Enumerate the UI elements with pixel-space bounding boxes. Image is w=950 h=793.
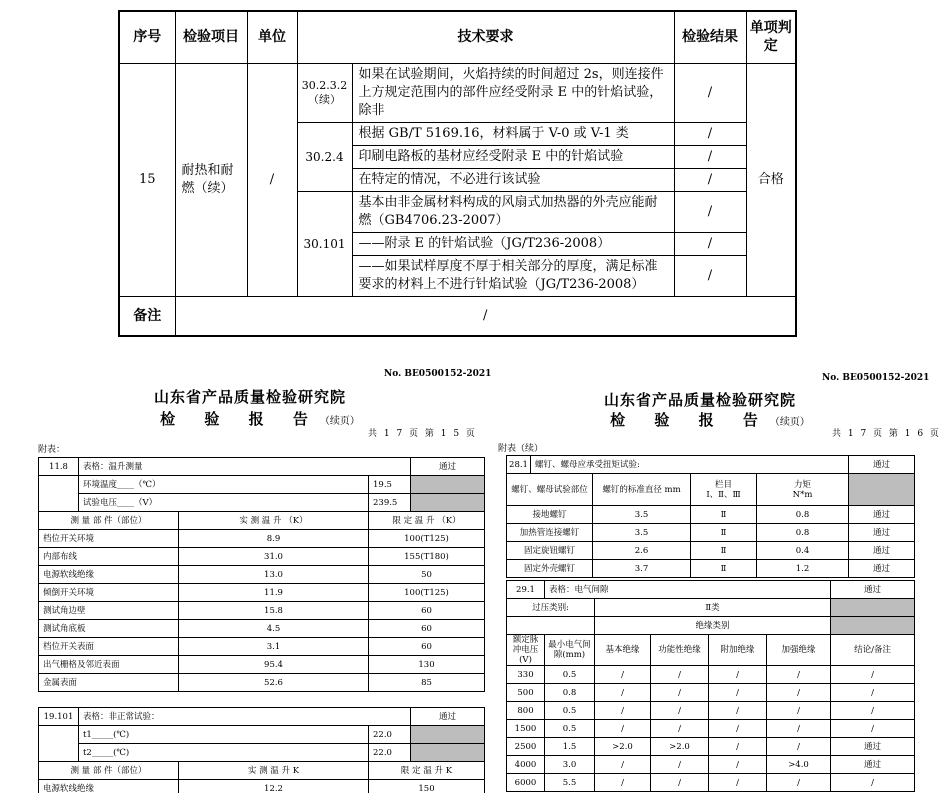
actual-cell: 13.0 (179, 566, 369, 584)
actual-cell: 4.5 (179, 620, 369, 638)
col-column: 栏目 Ⅰ、Ⅱ、Ⅲ (691, 474, 757, 506)
supp-cell: / (709, 720, 767, 738)
table-row (507, 720, 915, 738)
clause-cell: 30.101 (297, 191, 352, 296)
result-cell: / (674, 232, 746, 255)
column-cell: Ⅱ (691, 506, 757, 524)
part-cell: 倾倒开关环境 (39, 584, 179, 602)
part-cell: 固定外壳螺钉 (507, 560, 593, 578)
actual-cell: 11.9 (179, 584, 369, 602)
basic-cell: / (595, 684, 651, 702)
table-row (507, 702, 915, 720)
limit-cell: 100(T125) (369, 530, 485, 548)
result-cell: / (674, 122, 746, 145)
actual-cell: 95.4 (179, 656, 369, 674)
supp-cell: / (709, 666, 767, 684)
remark-row (119, 296, 796, 336)
requirement-cell: 基本由非金属材料构成的风扇式加热器的外壳应能耐燃（GB4706.23-2007） (352, 191, 674, 232)
appendix-label: 附表： (38, 445, 66, 455)
requirement-cell: 根据 GB/T 5169.16，材料属于 V-0 或 V-1 类 (352, 122, 674, 145)
abnormal-test-table (38, 707, 485, 793)
ambient-value: 19.5 (369, 476, 411, 494)
min-cell: 0.5 (545, 720, 595, 738)
actual-cell: 3.1 (179, 638, 369, 656)
clause-number: 19.101 (39, 708, 79, 726)
reinf-cell: / (767, 666, 831, 684)
part-cell: 固定旋钮螺钉 (507, 542, 593, 560)
institute-name: 山东省产品质量检验研究院 (153, 388, 346, 406)
screw-torque-table (506, 455, 915, 578)
header-unit: 单位 (247, 11, 297, 63)
header-item: 检验项目 (175, 11, 247, 63)
result-cell: / (674, 191, 746, 232)
insulation-label: 绝缘类别 (595, 617, 831, 635)
table-row (39, 602, 485, 620)
table-row (39, 530, 485, 548)
table-row (507, 738, 915, 756)
table-name: 表格：电气间隙 (545, 581, 831, 599)
limit-cell: 130 (369, 656, 485, 674)
reinf-cell: / (767, 684, 831, 702)
clause-cell: 30.2.3.2（续） (297, 63, 352, 122)
basic-cell: / (595, 756, 651, 774)
part-cell: 加热管连接螺钉 (507, 524, 593, 542)
overvoltage-label: 过压类别: (507, 599, 595, 617)
result-cell: 通过 (849, 524, 915, 542)
torque-cell: 1.2 (757, 560, 849, 578)
min-cell: 0.8 (545, 684, 595, 702)
table-row (507, 666, 915, 684)
supp-cell: / (709, 684, 767, 702)
column-cell: Ⅱ (691, 542, 757, 560)
col-part: 测 量 部 件（部位） (39, 512, 179, 530)
basic-cell: >2.0 (595, 738, 651, 756)
func-cell: / (651, 684, 709, 702)
col-reinforced: 加强绝缘 (767, 635, 831, 666)
v-cell: 500 (507, 684, 545, 702)
v-cell: 1500 (507, 720, 545, 738)
table-name: 表格：非正常试验： (79, 708, 411, 726)
limit-cell: 150 (369, 780, 485, 793)
diameter-cell: 3.5 (593, 524, 691, 542)
table-row (507, 774, 915, 792)
reinf-cell: / (767, 774, 831, 792)
diameter-cell: 3.7 (593, 560, 691, 578)
reinf-cell: / (767, 738, 831, 756)
col-part: 测 量 部 件（部位） (39, 762, 179, 780)
table-row (507, 506, 915, 524)
result-cell: / (674, 255, 746, 296)
pass-label: 通过 (411, 708, 485, 726)
func-cell: / (651, 702, 709, 720)
requirement-cell: ——如果试样厚度不厚于相关部分的厚度，满足标准要求的材料上不进行针焰试验（JG/T236-2008） (352, 255, 674, 296)
actual-cell: 52.6 (179, 674, 369, 692)
concl-cell: / (831, 774, 915, 792)
part-cell: 接地螺钉 (507, 506, 593, 524)
v-cell: 4000 (507, 756, 545, 774)
table-row (507, 684, 915, 702)
part-cell: 档位开关环境 (39, 530, 179, 548)
table-row (119, 63, 796, 122)
report-number: No. BE0500152-2021 (822, 373, 930, 383)
report-title: 检 验 报 告（续页） (160, 410, 360, 428)
page-count: 共 1 7 页 第 1 5 页 (368, 429, 477, 439)
table-row (39, 548, 485, 566)
col-limit: 限 定 温 升 （K） (369, 512, 485, 530)
table-row (507, 542, 915, 560)
concl-cell: / (831, 702, 915, 720)
pass-label: 通过 (849, 456, 915, 474)
table-row (39, 638, 485, 656)
col-min-clearance: 最小电气间隙(mm) (545, 635, 595, 666)
requirement-cell: 印刷电路板的基材应经受附录 E 中的针焰试验 (352, 145, 674, 168)
result-cell: 通过 (849, 506, 915, 524)
torque-cell: 0.8 (757, 524, 849, 542)
report-title: 检 验 报 告（续页） (610, 411, 810, 429)
supp-cell: / (709, 702, 767, 720)
header-requirement: 技术要求 (297, 11, 674, 63)
col-diameter: 螺钉的标准直径 mm (593, 474, 691, 506)
overvoltage-value: Ⅱ类 (595, 599, 831, 617)
clause-number: 11.8 (39, 458, 79, 476)
v-cell: 6000 (507, 774, 545, 792)
actual-cell: 12.2 (179, 780, 369, 793)
min-cell: 1.5 (545, 738, 595, 756)
institute-name: 山东省产品质量检验研究院 (603, 391, 796, 409)
result-cell: / (674, 168, 746, 191)
part-cell: 档位开关表面 (39, 638, 179, 656)
actual-cell: 15.8 (179, 602, 369, 620)
func-cell: / (651, 756, 709, 774)
part-cell: 电源软线绝缘 (39, 566, 179, 584)
col-conclusion: 结论/备注 (831, 635, 915, 666)
min-cell: 0.5 (545, 666, 595, 684)
concl-cell: 通过 (831, 756, 915, 774)
serial-cell: 15 (119, 63, 175, 296)
table-row (39, 584, 485, 602)
limit-cell: 100(T125) (369, 584, 485, 602)
temperature-rise-table (38, 457, 485, 692)
clause-15-table (118, 10, 797, 337)
supp-cell: / (709, 738, 767, 756)
unit-cell: / (247, 63, 297, 296)
item-cell: 耐热和耐燃（续） (175, 63, 247, 296)
result-cell: / (674, 145, 746, 168)
basic-cell: / (595, 666, 651, 684)
part-cell: 内部布线 (39, 548, 179, 566)
col-actual: 实 测 温 升 （K） (179, 512, 369, 530)
pass-label: 通过 (831, 581, 915, 599)
table-row (39, 656, 485, 674)
col-voltage: 额定脉冲电压(V) (507, 635, 545, 666)
clause-number: 28.1 (507, 456, 531, 474)
table-header-row (119, 11, 796, 63)
col-basic: 基本绝缘 (595, 635, 651, 666)
min-cell: 3.0 (545, 756, 595, 774)
concl-cell: 通过 (831, 738, 915, 756)
basic-cell: / (595, 774, 651, 792)
page-count: 共 1 7 页 第 1 6 页 (832, 429, 941, 439)
limit-cell: 60 (369, 638, 485, 656)
t2-value: 22.0 (369, 744, 411, 762)
basic-cell: / (595, 702, 651, 720)
reinf-cell: / (767, 720, 831, 738)
reinf-cell: / (767, 702, 831, 720)
actual-cell: 8.9 (179, 530, 369, 548)
requirement-cell: 在特定的情况，不必进行该试验 (352, 168, 674, 191)
limit-cell: 60 (369, 602, 485, 620)
requirement-cell: ——附录 E 的针焰试验（JG/T236-2008） (352, 232, 674, 255)
v-cell: 330 (507, 666, 545, 684)
table-row (507, 524, 915, 542)
col-torque: 力矩 N*m (757, 474, 849, 506)
table-row (507, 756, 915, 774)
part-cell: 出气栅格及邻近表面 (39, 656, 179, 674)
t2-label: t2_____(℃) (79, 744, 369, 762)
result-cell: / (674, 63, 746, 122)
col-functional: 功能性绝缘 (651, 635, 709, 666)
pass-label: 通过 (411, 458, 485, 476)
result-cell: 通过 (849, 542, 915, 560)
diameter-cell: 2.6 (593, 542, 691, 560)
result-cell: 通过 (849, 560, 915, 578)
supp-cell: / (709, 774, 767, 792)
supp-cell: / (709, 756, 767, 774)
header-serial: 序号 (119, 11, 175, 63)
table-name: 螺钉、螺母应承受扭矩试验: (531, 456, 849, 474)
torque-cell: 0.8 (757, 506, 849, 524)
t1-value: 22.0 (369, 726, 411, 744)
part-cell: 测试角底板 (39, 620, 179, 638)
clause-number: 29.1 (507, 581, 545, 599)
table-row (39, 620, 485, 638)
requirement-cell: 如果在试验期间，火焰持续的时间超过 2s，则连接件上方规定范围内的部件应经受附录 E 中的针焰试验，除非 (352, 63, 674, 122)
func-cell: / (651, 720, 709, 738)
reinf-cell: >4.0 (767, 756, 831, 774)
ambient-label: 环境温度____（℃） (79, 476, 369, 494)
table-row (39, 780, 485, 793)
v-cell: 2500 (507, 738, 545, 756)
t1-label: t1_____(℃) (79, 726, 369, 744)
table-row (39, 674, 485, 692)
table-name: 表格：温升测量 (79, 458, 411, 476)
basic-cell: / (595, 720, 651, 738)
col-supplementary: 附加绝缘 (709, 635, 767, 666)
func-cell: / (651, 774, 709, 792)
concl-cell: / (831, 666, 915, 684)
limit-cell: 155(T180) (369, 548, 485, 566)
concl-cell: / (831, 720, 915, 738)
report-number: No. BE0500152-2021 (384, 369, 492, 379)
verdict-cell: 合格 (746, 63, 796, 296)
limit-cell: 50 (369, 566, 485, 584)
clause-cell: 30.2.4 (297, 122, 352, 191)
col-actual: 实 测 温 升 K (179, 762, 369, 780)
func-cell: >2.0 (651, 738, 709, 756)
remark-label: 备注 (119, 296, 175, 336)
clearance-table (506, 580, 915, 792)
part-cell: 金属表面 (39, 674, 179, 692)
table-row (39, 566, 485, 584)
voltage-value: 239.5 (369, 494, 411, 512)
voltage-label: 试验电压____（V） (79, 494, 369, 512)
part-cell: 测试角边壁 (39, 602, 179, 620)
header-verdict: 单项判定 (746, 11, 796, 63)
diameter-cell: 3.5 (593, 506, 691, 524)
col-part: 螺钉、螺母试验部位 (507, 474, 593, 506)
part-cell: 电源软线绝缘 (39, 780, 179, 793)
torque-cell: 0.4 (757, 542, 849, 560)
min-cell: 0.5 (545, 702, 595, 720)
v-cell: 800 (507, 702, 545, 720)
min-cell: 5.5 (545, 774, 595, 792)
column-cell: Ⅱ (691, 560, 757, 578)
limit-cell: 60 (369, 620, 485, 638)
appendix-label: 附表（续） (498, 444, 544, 454)
func-cell: / (651, 666, 709, 684)
concl-cell: / (831, 684, 915, 702)
remark-value: / (175, 296, 796, 336)
actual-cell: 31.0 (179, 548, 369, 566)
limit-cell: 85 (369, 674, 485, 692)
header-result: 检验结果 (674, 11, 746, 63)
column-cell: Ⅱ (691, 524, 757, 542)
col-limit: 限 定 温 升 K (369, 762, 485, 780)
table-row (507, 560, 915, 578)
